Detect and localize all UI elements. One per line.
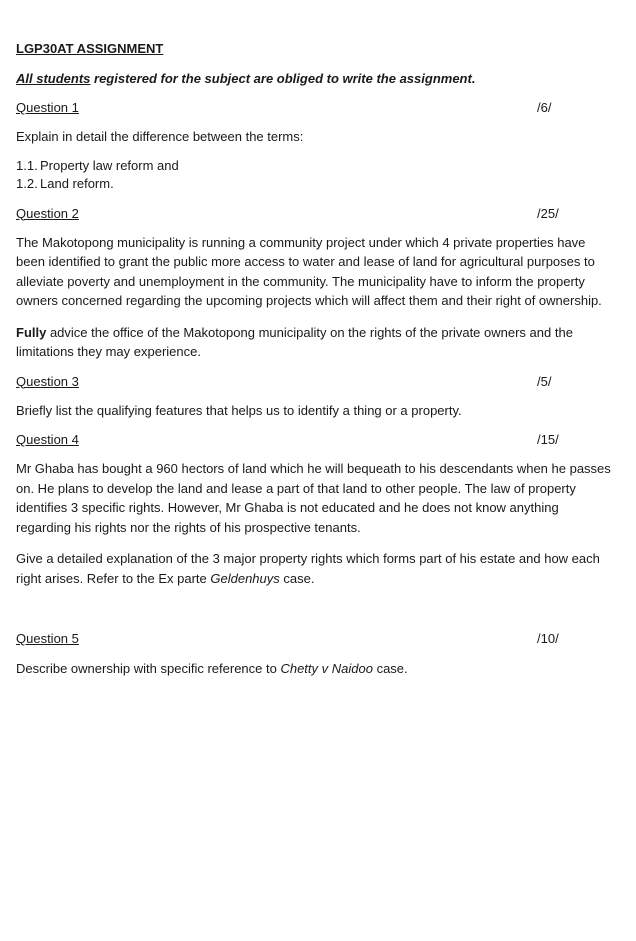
question-2-instruction (16, 323, 612, 362)
question-2-header (16, 205, 612, 223)
question-2-marks: /25/ (537, 205, 559, 221)
list-item-number: 1.2. (16, 176, 38, 191)
list-item-text: Property law reform and (40, 157, 179, 173)
assignment-notice (16, 70, 612, 88)
question-5-label: Question 5 (16, 631, 79, 646)
notice-text: registered for the subject are obliged to write the assignment. (90, 71, 476, 86)
question-5-text (16, 659, 612, 679)
question-4-header (16, 431, 612, 449)
question-1-marks: /6/ (537, 100, 552, 115)
question-1-list (16, 157, 612, 194)
question-4-instruction-text: Give a detailed explanation of the 3 major property rights which forms part of his estate and how each right arises. Refer to the Ex parte (16, 551, 600, 586)
assignment-page (16, 40, 612, 679)
list-item (16, 175, 612, 194)
list-item-text: Land reform. (40, 176, 114, 191)
question-5-text-end: case. (372, 661, 408, 676)
question-1-label: Question 1 (16, 100, 79, 115)
list-item (16, 157, 612, 176)
notice-emphasis: All students (16, 71, 91, 86)
document-title: LGP30AT ASSIGNMENT (16, 41, 164, 56)
question-2-instruction-text: advice the office of the Makotopong municipality on the rights of the private owners and the limitations they may experience. (16, 324, 573, 359)
question-4-instruction-end: case. (279, 570, 315, 586)
question-3-label: Question 3 (16, 373, 79, 389)
question-2-emphasis: Fully (16, 324, 47, 340)
question-1-intro: Explain in detail the difference between the terms: (16, 129, 304, 144)
question-3-marks: /5/ (537, 373, 552, 389)
question-4-case-name: Geldenhuys (210, 570, 280, 586)
question-3-text: Briefly list the qualifying features that helps us to identify a thing or a property. (16, 402, 462, 418)
question-4-scenario: Mr Ghaba has bought a 960 hectors of land which he will bequeath to his descendants when he passes on. He plans to develop the land and lease a part of that land to other people. The law of property identifies 3 specific rights. However, Mr Ghaba is not educated and he does not know anything regarding his rights nor the rights of his prospective tenants. (16, 461, 611, 535)
question-4-label: Question 4 (16, 432, 79, 447)
question-2-label: Question 2 (16, 205, 79, 221)
question-3-header (16, 373, 612, 391)
list-item-number: 1.1. (16, 157, 38, 173)
question-5-case-name: Chetty v Naidoo (280, 661, 373, 676)
question-5-header (16, 630, 612, 648)
question-5-marks: /10/ (537, 631, 559, 646)
question-5-text-start: Describe ownership with specific reference to (16, 661, 281, 676)
question-4-marks: /15/ (537, 432, 559, 447)
question-4-instruction (16, 549, 612, 588)
question-1-header (16, 99, 612, 117)
question-2-scenario: The Makotopong municipality is running a community project under which 4 private properties have been identified to grant the public more access to water and lease of land for agricultural purposes to alleviate poverty and unemployment in the community. The municipality have to inform the property owners concerned regarding the upcoming projects which will affect them and their right of ownership. (16, 234, 602, 308)
